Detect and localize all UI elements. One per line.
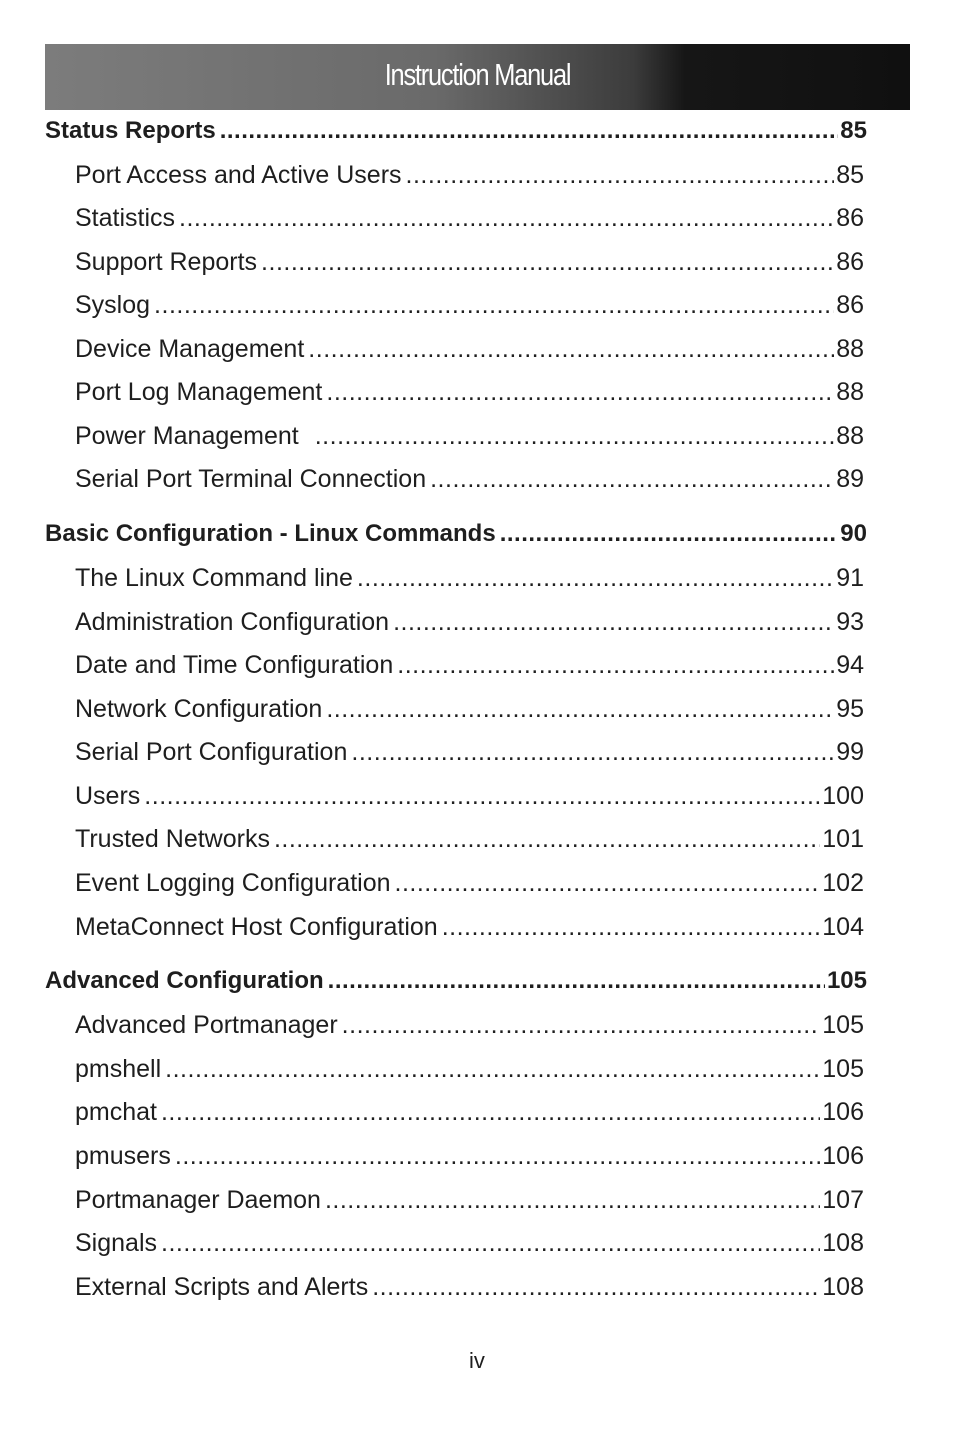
- toc-page-number: 105: [826, 967, 867, 994]
- toc-entry-label: Signals: [75, 1229, 157, 1257]
- toc-entry-label: Portmanager Daemon: [75, 1186, 321, 1214]
- toc-page-number: 85: [840, 117, 867, 144]
- toc-entry-label: Port Access and Active Users: [75, 161, 402, 189]
- dot-leader: [179, 203, 834, 233]
- toc-entry[interactable]: [75, 464, 864, 494]
- toc-entry[interactable]: [75, 160, 864, 190]
- toc-entry[interactable]: [75, 1141, 864, 1171]
- dot-leader: [161, 1097, 820, 1127]
- header-banner: [45, 44, 910, 110]
- dot-leader: [144, 781, 820, 811]
- toc-page-number: 105: [822, 1011, 864, 1039]
- toc-entry-label: The Linux Command line: [75, 564, 353, 592]
- dot-leader: [500, 519, 839, 549]
- toc-entry-label: pmchat: [75, 1098, 157, 1126]
- toc-entry-label: Administration Configuration: [75, 608, 390, 636]
- dot-leader: [406, 160, 835, 190]
- dot-leader: [175, 1141, 820, 1171]
- toc-entry-label: pmusers: [75, 1142, 171, 1170]
- toc-entry-label: Advanced Portmanager: [75, 1011, 338, 1039]
- toc-entry-label: MetaConnect Host Configuration: [75, 913, 438, 941]
- dot-leader: [328, 966, 825, 996]
- toc-entry-label: Event Logging Configuration: [75, 869, 391, 897]
- toc-entry[interactable]: [75, 563, 864, 593]
- toc-entry-label: Serial Port Terminal Connection: [75, 465, 427, 493]
- toc-entry-label: Network Configuration: [75, 695, 323, 723]
- toc-page-number: 86: [836, 291, 864, 319]
- toc-section-title: Status Reports: [45, 117, 216, 144]
- toc-entry-label: Support Reports: [75, 248, 258, 276]
- toc-entry-label: External Scripts and Alerts: [75, 1273, 369, 1301]
- dot-leader: [397, 650, 834, 680]
- toc-entry-label: Users: [75, 782, 141, 810]
- document-title: Instruction Manual: [384, 57, 571, 92]
- toc-entry-label: Statistics: [75, 204, 176, 232]
- toc-page-number: 102: [822, 869, 864, 897]
- dot-leader: [395, 868, 821, 898]
- toc-entry[interactable]: [75, 334, 864, 364]
- dot-leader: [357, 563, 834, 593]
- toc-entry-label: Port Log Management: [75, 378, 323, 406]
- toc-section-title: Advanced Configuration: [45, 967, 324, 994]
- toc-page-number: 88: [836, 378, 864, 406]
- toc-section-status-reports[interactable]: [45, 116, 867, 146]
- toc-page-number: 88: [836, 422, 864, 450]
- toc-page-number: 93: [836, 608, 864, 636]
- dot-leader: [342, 1010, 821, 1040]
- toc-page-number: 108: [822, 1229, 864, 1257]
- toc-entry[interactable]: [75, 694, 864, 724]
- toc-page-number: 107: [822, 1186, 864, 1214]
- toc-entry[interactable]: [75, 377, 864, 407]
- toc-entry[interactable]: [75, 607, 864, 637]
- toc-section-advanced-configuration[interactable]: [45, 966, 867, 996]
- dot-leader: [442, 912, 821, 942]
- toc-section-basic-configuration[interactable]: [45, 519, 867, 549]
- toc-page-number: 86: [836, 248, 864, 276]
- toc-entry[interactable]: [75, 868, 864, 898]
- toc-page-number: 94: [836, 651, 864, 679]
- toc-page-number: 108: [822, 1273, 864, 1301]
- toc-entry-label: Device Management: [75, 335, 305, 363]
- toc-entry-label: Power Management: [75, 422, 299, 450]
- toc-page-number: 90: [840, 520, 867, 547]
- toc-page-number: 85: [836, 161, 864, 189]
- dot-leader: [161, 1228, 820, 1258]
- toc-entry[interactable]: [75, 781, 864, 811]
- toc-entry-label: Trusted Networks: [75, 825, 270, 853]
- dot-leader: [220, 116, 839, 146]
- toc-page-number: 91: [836, 564, 864, 592]
- dot-leader: [315, 421, 834, 451]
- toc-entry-label: Date and Time Configuration: [75, 651, 394, 679]
- dot-leader: [165, 1054, 820, 1084]
- dot-leader: [393, 607, 834, 637]
- toc-entry[interactable]: [75, 247, 864, 277]
- dot-leader: [430, 464, 834, 494]
- toc-entry[interactable]: [75, 912, 864, 942]
- toc-entry[interactable]: [75, 1228, 864, 1258]
- toc-entry[interactable]: [75, 1097, 864, 1127]
- dot-leader: [308, 334, 834, 364]
- dot-leader: [372, 1272, 820, 1302]
- toc-entry[interactable]: [75, 1272, 864, 1302]
- toc-page-number: 105: [822, 1055, 864, 1083]
- toc-page-number: 99: [836, 738, 864, 766]
- toc-page-number: 106: [822, 1098, 864, 1126]
- dot-leader: [351, 737, 834, 767]
- toc-page-number: 95: [836, 695, 864, 723]
- dot-leader: [325, 1185, 820, 1215]
- toc-entry[interactable]: [75, 737, 864, 767]
- toc-page-number: 88: [836, 335, 864, 363]
- dot-leader: [326, 377, 834, 407]
- toc-entry[interactable]: [75, 290, 864, 320]
- toc-entry-label: pmshell: [75, 1055, 162, 1083]
- toc-page-number: 101: [822, 825, 864, 853]
- dot-leader: [261, 247, 834, 277]
- dot-leader: [154, 290, 834, 320]
- toc-entry[interactable]: [75, 1010, 864, 1040]
- dot-leader: [274, 824, 820, 854]
- toc-page-number: 100: [822, 782, 864, 810]
- toc-page-number: 106: [822, 1142, 864, 1170]
- dot-leader: [326, 694, 834, 724]
- toc-entry[interactable]: [75, 1185, 864, 1215]
- toc-section-title: Basic Configuration - Linux Commands: [45, 520, 496, 547]
- toc-entry-label: Syslog: [75, 291, 151, 319]
- toc-entry[interactable]: [75, 203, 864, 233]
- toc-entry-label: Serial Port Configuration: [75, 738, 348, 766]
- toc-entry[interactable]: [75, 1054, 864, 1084]
- toc-page-number: 89: [836, 465, 864, 493]
- toc-entry[interactable]: [75, 824, 864, 854]
- toc-page-number: 104: [822, 913, 864, 941]
- toc-entry[interactable]: [75, 421, 864, 451]
- toc-page-number: 86: [836, 204, 864, 232]
- page-number-footer: iv: [469, 1348, 485, 1373]
- toc-entry[interactable]: [75, 650, 864, 680]
